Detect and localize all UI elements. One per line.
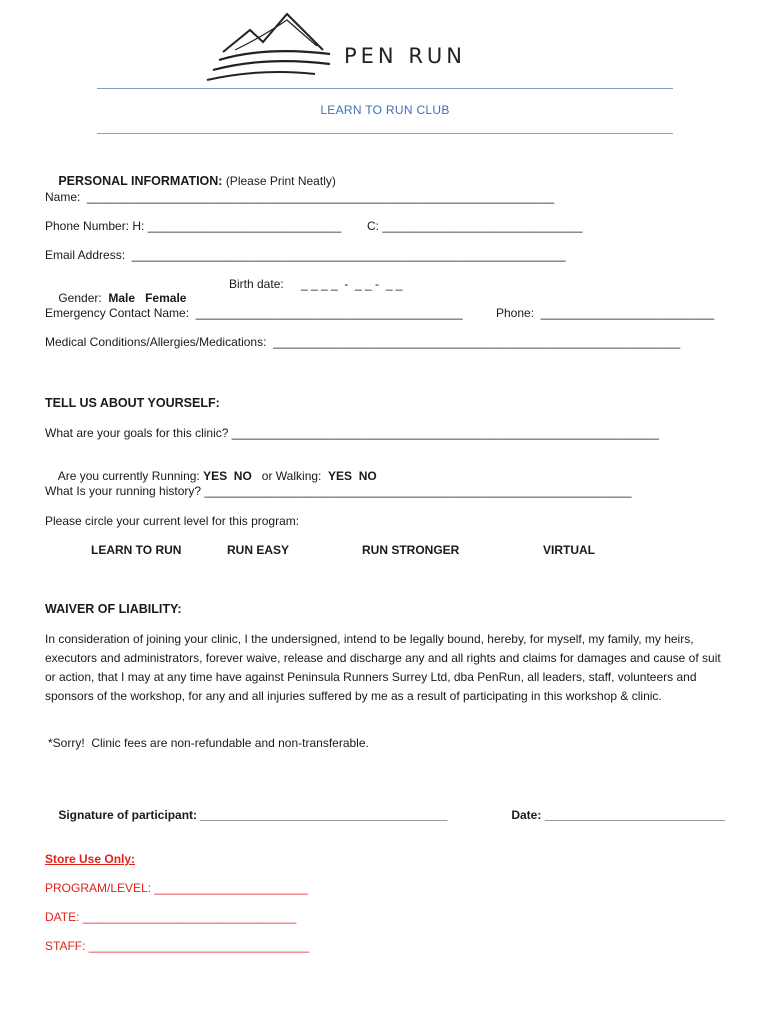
level-virtual[interactable]: VIRTUAL xyxy=(543,543,595,557)
phone-cell-field[interactable]: C: ______________________________ xyxy=(367,219,583,233)
waiver-heading: WAIVER OF LIABILITY: xyxy=(45,602,182,616)
goals-field[interactable]: What are your goals for this clinic? ________________________________________________________________ xyxy=(45,426,659,440)
signature-date-field[interactable]: Date: ___________________________ xyxy=(511,808,725,822)
running-no-option[interactable]: NO xyxy=(233,469,252,483)
walking-yes-option[interactable]: YES xyxy=(328,469,353,483)
header-bottom-rule xyxy=(97,133,673,134)
running-history-field[interactable]: What Is your running history? ________________________________________________________________ xyxy=(45,484,632,498)
running-question: Are you currently Running: YES NO or Walking: YES NO xyxy=(57,469,377,483)
birth-date-label: Birth date: xyxy=(229,277,284,291)
signature-field[interactable]: Signature of participant: _____________________________________ xyxy=(58,808,448,822)
phone-home-field[interactable]: Phone Number: H: _____________________________ xyxy=(45,219,342,233)
personal-info-heading: PERSONAL INFORMATION: (Please Print Neatly) xyxy=(58,174,336,188)
refund-note: *Sorry! Clinic fees are non-refundable and non-transferable. xyxy=(48,736,369,750)
birth-date-field[interactable]: _ _ _ _ - _ _ - _ _ xyxy=(301,277,403,291)
level-prompt: Please circle your current level for this program: xyxy=(45,514,300,528)
store-date-field[interactable]: DATE: ________________________________ xyxy=(45,910,297,924)
gender-male-option[interactable]: Male xyxy=(108,291,136,305)
header-top-rule xyxy=(97,88,673,89)
name-field[interactable]: Name: ______________________________________________________________________ xyxy=(45,190,555,204)
emergency-phone-field[interactable]: Phone: __________________________ xyxy=(496,306,715,320)
staff-field[interactable]: STAFF: _________________________________ xyxy=(45,939,310,953)
program-level-field[interactable]: PROGRAM/LEVEL: _______________________ xyxy=(45,881,308,895)
level-run-stronger[interactable]: RUN STRONGER xyxy=(362,543,460,557)
level-learn-to-run[interactable]: LEARN TO RUN xyxy=(91,543,182,557)
medical-conditions-field[interactable]: Medical Conditions/Allergies/Medications: _____________________________________________________________ xyxy=(45,335,681,349)
running-yes-option[interactable]: YES xyxy=(203,469,228,483)
walking-no-option[interactable]: NO xyxy=(358,469,377,483)
waiver-text: In consideration of joining your clinic, I the undersigned, intend to be legally bound, hereby, for myself, my family, my heirs, executors and administrators, forever waive, release and discharge any and all rights and claims for damages and cause of suit or action, that I may at any time have against Peninsula Runners Surrey Ltd, dba PenRun, all leaders, staff, volunteers and sponsors of the workshop, for any and all injuries suffered by me as a result of participating in this workshop & clinic. xyxy=(45,632,721,703)
level-run-easy[interactable]: RUN EASY xyxy=(227,543,290,557)
store-use-heading: Store Use Only: xyxy=(45,852,136,866)
gender-field[interactable]: Gender: Male Female xyxy=(58,291,187,305)
club-title: LEARN TO RUN CLUB xyxy=(320,103,450,117)
brand-name: PEN RUN xyxy=(344,44,466,68)
about-heading: TELL US ABOUT YOURSELF: xyxy=(45,396,220,410)
email-field[interactable]: Email Address: _________________________________________________________________ xyxy=(45,248,566,262)
emergency-contact-field[interactable]: Emergency Contact Name: ________________________________________ xyxy=(45,306,463,320)
gender-female-option[interactable]: Female xyxy=(145,291,187,305)
mountain-logo-icon xyxy=(205,10,335,84)
